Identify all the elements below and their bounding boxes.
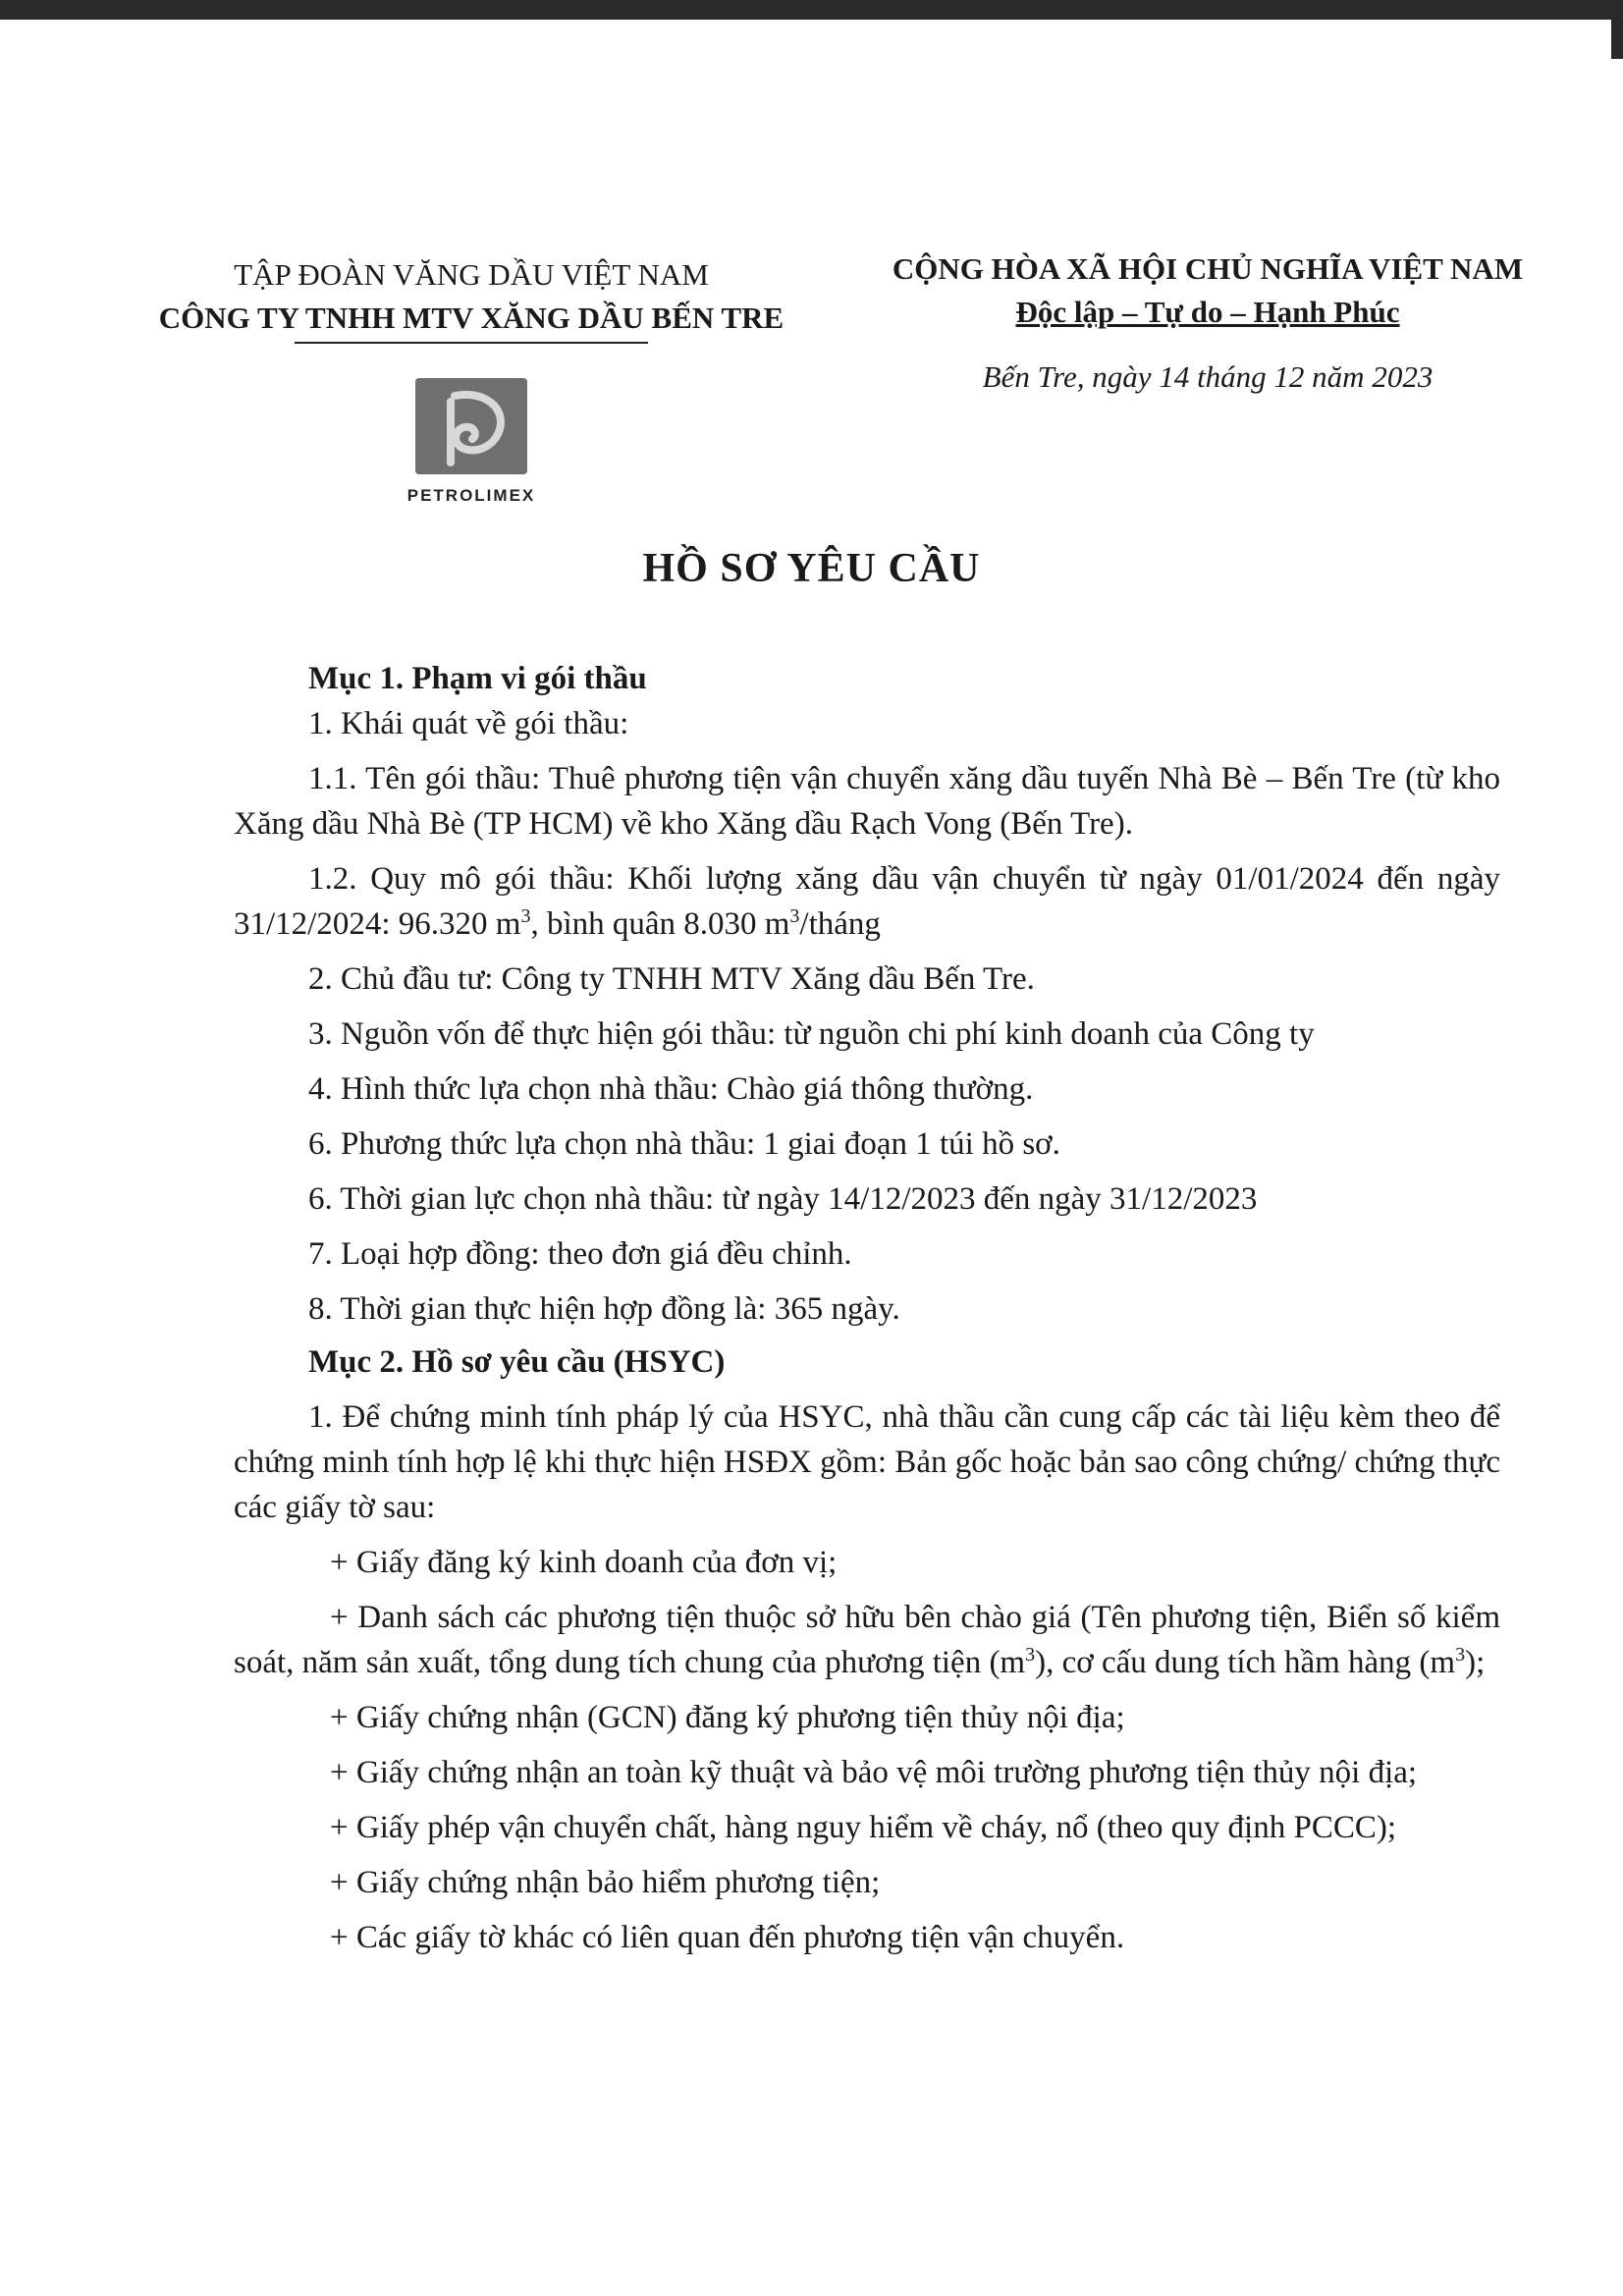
header-left xyxy=(118,253,825,344)
superscript-3: 3 xyxy=(520,905,531,927)
section-1-item-1-2 xyxy=(234,856,1500,947)
requirement-item: + Giấy chứng nhận bảo hiểm phương tiện; xyxy=(330,1865,881,1900)
petrolimex-logo xyxy=(383,378,560,506)
section-1-item-1-1: 1.1. Tên gói thầu: Thuê phương tiện vận chuyển xăng dầu tuyến Nhà Bè – Bến Tre (từ kho Xăng dầu Nhà Bè (TP HCM) về kho Xăng dầu Rạch Vong (Bến Tre). xyxy=(234,761,1500,842)
requirement-item: + Giấy phép vận chuyển chất, hàng nguy hiểm về cháy, nổ (theo quy định PCCC); xyxy=(330,1810,1397,1845)
section-1-item-6: 6. Thời gian lực chọn nhà thầu: từ ngày 14/12/2023 đến ngày 31/12/2023 xyxy=(308,1181,1258,1217)
item-1-2-text-c: /tháng xyxy=(799,906,881,942)
superscript-3: 3 xyxy=(1455,1644,1466,1666)
requirement-item: + Các giấy tờ khác có liên quan đến phương tiện vận chuyển. xyxy=(330,1920,1125,1955)
section-1-item-1: 1. Khái quát về gói thầu: xyxy=(308,706,629,741)
header-left-rule xyxy=(295,342,648,344)
requirement-item xyxy=(234,1595,1500,1685)
section-1-item-2: 2. Chủ đầu tư: Công ty TNHH MTV Xăng dầu Bến Tre. xyxy=(308,961,1035,997)
item-1-2-text-a: 1.2. Quy mô gói thầu: Khối lượng xăng dầu vận chuyển từ ngày 01/01/2024 đến ngày 31/12/2024: 96.320 m xyxy=(234,861,1500,942)
logo-text: PETROLIMEX xyxy=(406,486,536,505)
nation-title: CỘNG HÒA XÃ HỘI CHỦ NGHĨA VIỆT NAM xyxy=(892,251,1524,286)
parent-org: TẬP ĐOÀN VĂNG DẦU VIỆT NAM xyxy=(234,257,709,292)
vehicle-list-text-c: ); xyxy=(1465,1645,1486,1680)
section-1-title: Mục 1. Phạm vi gói thầu xyxy=(308,661,647,696)
logo-icon xyxy=(415,378,527,474)
motto: Độc lập – Tự do – Hạnh Phúc xyxy=(1015,295,1400,329)
section-2-title: Mục 2. Hồ sơ yêu cầu (HSYC) xyxy=(308,1344,726,1380)
section-1-item-7: 7. Loại hợp đồng: theo đơn giá đều chỉnh. xyxy=(308,1236,852,1272)
section-1-item-4: 4. Hình thức lựa chọn nhà thầu: Chào giá thông thường. xyxy=(308,1071,1034,1107)
vehicle-list-text-a: + Danh sách các phương tiện thuộc sở hữu bên chào giá (Tên phương tiện, Biển số kiểm soát, năm sản xuất, tổng dung tích chung của phương tiện (m xyxy=(234,1600,1500,1680)
document-body xyxy=(234,656,1500,1960)
scan-top-edge xyxy=(0,0,1623,20)
vehicle-list-text-b: ), cơ cấu dung tích hầm hàng (m xyxy=(1035,1645,1456,1680)
document-date: Bến Tre, ngày 14 tháng 12 năm 2023 xyxy=(982,359,1434,394)
section-1-item-3: 3. Nguồn vốn để thực hiện gói thầu: từ nguồn chi phí kinh doanh của Công ty xyxy=(308,1016,1315,1052)
requirement-item: + Giấy chứng nhận an toàn kỹ thuật và bảo vệ môi trường phương tiện thủy nội địa; xyxy=(330,1755,1418,1790)
superscript-3: 3 xyxy=(1025,1644,1036,1666)
header-right xyxy=(844,247,1571,399)
requirement-item: + Giấy chứng nhận (GCN) đăng ký phương tiện thủy nội địa; xyxy=(330,1700,1125,1735)
scan-right-edge xyxy=(1611,0,1623,59)
requirement-item: + Giấy đăng ký kinh doanh của đơn vị; xyxy=(330,1545,838,1580)
company-name: CÔNG TY TNHH MTV XĂNG DẦU BẾN TRE xyxy=(158,301,784,335)
document-title: HỒ SƠ YÊU CẦU xyxy=(642,546,981,591)
section-2-item-1: 1. Để chứng minh tính pháp lý của HSYC, nhà thầu cần cung cấp các tài liệu kèm theo để chứng minh tính hợp lệ khi thực hiện HSĐX gồm: Bản gốc hoặc bản sao công chứng/ chứng thực các giấy tờ sau: xyxy=(234,1399,1500,1525)
item-1-2-text-b: , bình quân 8.030 m xyxy=(530,906,790,942)
section-1-item-5: 6. Phương thức lựa chọn nhà thầu: 1 giai đoạn 1 túi hồ sơ. xyxy=(308,1126,1060,1162)
section-1-item-8: 8. Thời gian thực hiện hợp đồng là: 365 ngày. xyxy=(308,1291,900,1327)
superscript-3: 3 xyxy=(789,905,800,927)
